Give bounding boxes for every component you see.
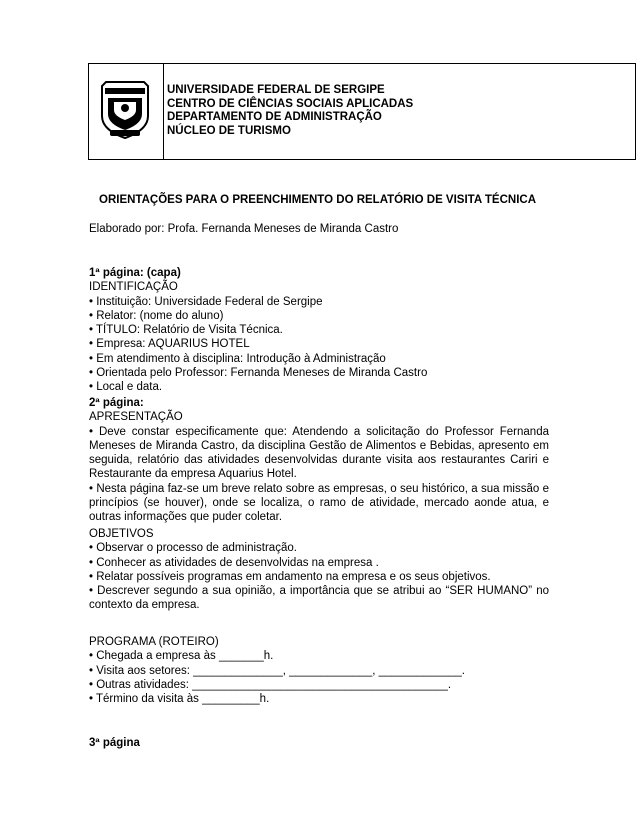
institution-line-3: DEPARTAMENTO DE ADMINISTRAÇÃO xyxy=(167,111,382,123)
list-item: • Visita aos setores: ______________, _____________, _____________. xyxy=(89,664,465,677)
list-item: • Observar o processo de administração. xyxy=(89,542,297,555)
objectives-section xyxy=(89,527,549,613)
institution-line-2: CENTRO DE CIÊNCIAS SOCIAIS APLICADAS xyxy=(167,97,414,110)
page3-heading: 3ª página xyxy=(89,737,140,749)
list-item: • Local e data. xyxy=(89,381,163,394)
page2-heading: 2ª página: xyxy=(89,397,144,409)
list-item: • Término da visita às _________h. xyxy=(89,693,270,706)
list-item: • Relatar possíveis programas em andamento na empresa e os seus objetivos. xyxy=(89,570,491,583)
list-item: • Instituição: Universidade Federal de Sergipe xyxy=(89,295,323,308)
list-item: • Descrever segundo a sua opinião, a importância que se atribui ao “SER HUMANO” no contexto da empresa. xyxy=(89,585,549,612)
page2-paragraph-1: • Deve constar especificamente que: Atendendo a solicitação do Professor Fernanda Meneses de Miranda Castro, da disciplina Gestão de Alimentos e Bebidas, apresento em seguida, relatório das atividades desenvolvidas durante visita aos restaurantes Cariri e Restaurante da empresa Aquarius Hotel. xyxy=(89,425,549,481)
list-item: • Relator: (nome do aluno) xyxy=(89,309,224,322)
list-item: • Conhecer as atividades de desenvolvidas na empresa . xyxy=(89,556,379,569)
program-heading: PROGRAMA (ROTEIRO) xyxy=(89,636,219,648)
document-title: ORIENTAÇÕES PARA O PREENCHIMENTO DO RELATÓRIO DE VISITA TÉCNICA xyxy=(99,194,537,206)
list-item: • Em atendimento à disciplina: Introdução à Administração xyxy=(89,352,386,365)
list-item: • Empresa: AQUARIUS HOTEL xyxy=(89,338,250,351)
logo-cell xyxy=(89,64,164,159)
page1-subheading: IDENTIFICAÇÃO xyxy=(89,281,178,294)
list-item: • Chegada a empresa às _______h. xyxy=(89,650,274,663)
author-line: Elaborado por: Profa. Fernanda Meneses de Miranda Castro xyxy=(89,223,399,235)
program-section xyxy=(89,635,549,706)
institution-line-1: UNIVERSIDADE FEDERAL DE SERGIPE xyxy=(167,84,385,96)
objectives-heading: OBJETIVOS xyxy=(89,528,154,540)
page2-paragraph-2: • Nesta página faz-se um breve relato sobre as empresas, o seu histórico, a sua missão e princípios (se houver), onde se localiza, o ramo de atividade, mercado aonde atua, e outras informações que puder coletar. xyxy=(89,482,549,524)
list-item: • Orientada pelo Professor: Fernanda Meneses de Miranda Castro xyxy=(89,367,428,380)
page1-heading: 1ª página: (capa) xyxy=(89,267,181,279)
list-item: • Outras atividades: ________________________________________. xyxy=(89,678,452,691)
page1-section xyxy=(89,266,549,395)
institution-line-4: NÚCLEO DE TURISMO xyxy=(167,124,291,137)
institution-block xyxy=(167,84,413,138)
header-box xyxy=(88,63,636,160)
list-item: • TÍTULO: Relatório de Visita Técnica. xyxy=(89,324,283,337)
page2-subheading: APRESENTAÇÃO xyxy=(89,411,183,424)
university-seal-icon xyxy=(96,80,154,142)
page2-section xyxy=(89,396,549,525)
